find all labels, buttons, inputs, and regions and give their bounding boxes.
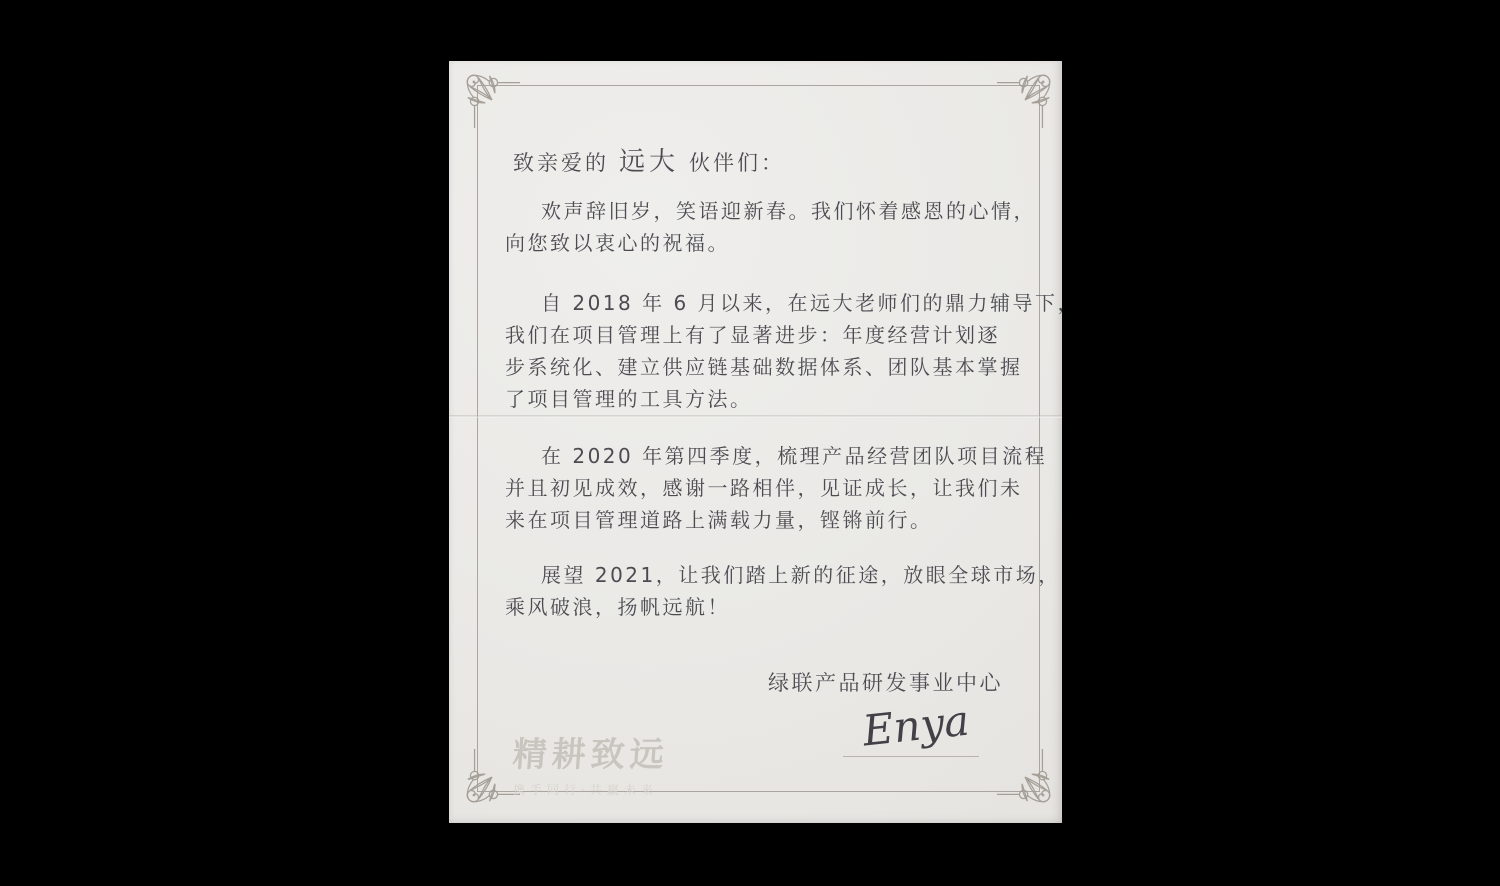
salutation-suffix: 伙伴们： bbox=[689, 151, 786, 175]
paragraph-greeting bbox=[505, 195, 1036, 259]
letter-line: 向您致以衷心的祝福。 bbox=[505, 231, 730, 255]
letter-line: 并且初见成效，感谢一路相伴，见证成长，让我们未 bbox=[505, 476, 1023, 500]
signature-underline bbox=[843, 756, 979, 757]
fold-crease bbox=[449, 415, 1062, 418]
letter-line: 我们在项目管理上有了显著进步：年度经营计划逐 bbox=[505, 323, 1000, 347]
salutation-prefix: 致亲爱的 bbox=[513, 151, 609, 175]
paragraph-outlook bbox=[505, 559, 1061, 623]
letter-line: 欢声辞旧岁，笑语迎新春。我们怀着感恩的心情， bbox=[541, 199, 1036, 223]
corner-flourish-icon bbox=[462, 70, 520, 128]
corner-flourish-icon bbox=[997, 749, 1055, 807]
letter-line: 来在项目管理道路上满载力量，铿锵前行。 bbox=[505, 508, 933, 532]
paragraph-q4-results bbox=[505, 440, 1048, 536]
watermark-subtitle: 携手同行·共赢未来 bbox=[513, 783, 658, 797]
letter-line: 展望 2021，让我们踏上新的征途，放眼全球市场， bbox=[541, 563, 1061, 587]
corner-flourish-icon bbox=[997, 70, 1055, 128]
letter-line: 了项目管理的工具方法。 bbox=[505, 387, 753, 411]
letter-line: 在 2020 年第四季度，梳理产品经营团队项目流程 bbox=[541, 444, 1048, 468]
watermark-slogan: 精耕致远 bbox=[511, 735, 671, 775]
letter-paper bbox=[449, 61, 1081, 823]
signoff: 绿联产品研发事业中心 bbox=[768, 671, 1003, 695]
corner-flourish-icon bbox=[462, 749, 520, 807]
letter-line: 步系统化、建立供应链基础数据体系、团队基本掌握 bbox=[505, 355, 1023, 379]
salutation bbox=[513, 141, 785, 178]
salutation-recipient: 远大 bbox=[619, 147, 680, 177]
letter-line: 乘风破浪，扬帆远航！ bbox=[505, 595, 730, 619]
watermark bbox=[513, 727, 669, 798]
signature: Enya bbox=[860, 695, 972, 756]
letter-line: 自 2018 年 6 月以来，在远大老师们的鼎力辅导下， bbox=[541, 291, 1081, 315]
paragraph-progress bbox=[505, 287, 1081, 415]
